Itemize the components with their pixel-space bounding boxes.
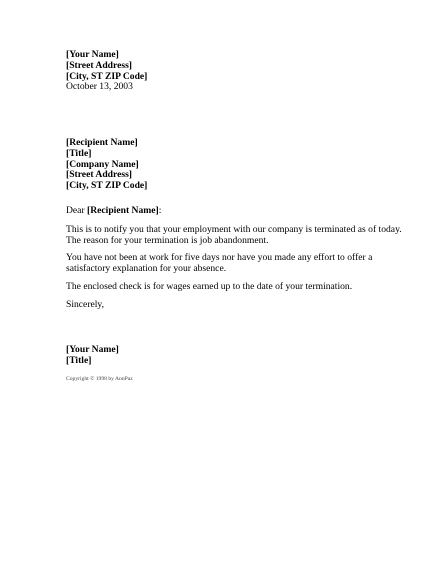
salutation-prefix: Dear	[66, 205, 88, 216]
body-paragraph-3	[66, 282, 352, 293]
signature-name: [Your Name]	[66, 344, 119, 355]
salutation-name: [Recipient Name]	[87, 205, 159, 216]
recipient-name: [Recipient Name]	[66, 137, 138, 148]
sender-street: [Street Address]	[66, 59, 132, 71]
recipient-title: [Title]	[66, 147, 92, 159]
letter-date: October 13, 2003	[66, 81, 133, 93]
paragraph-1-line-1: This is to notify you that your employment with our company is terminated as of today.	[66, 224, 402, 235]
closing	[66, 300, 104, 311]
salutation-suffix: :	[158, 205, 162, 216]
recipient-city: [City, ST ZIP Code]	[66, 180, 148, 192]
signature-title: [Title]	[66, 354, 92, 366]
body-paragraph-2	[66, 253, 372, 275]
paragraph-2-line-2: satisfactory explanation for your absence.	[66, 262, 227, 274]
signature-block	[66, 345, 119, 367]
sender-address-block	[66, 50, 147, 93]
copyright-text: Copyright © 1998 by AnnPaz	[66, 376, 133, 382]
paragraph-1-line-2: The reason for your termination is job abandonment.	[66, 234, 269, 246]
closing-text: Sincerely,	[66, 299, 105, 310]
recipient-street: [Street Address]	[66, 169, 132, 181]
recipient-address-block	[66, 138, 147, 192]
sender-city: [City, ST ZIP Code]	[66, 70, 148, 82]
copyright-notice	[66, 376, 133, 383]
recipient-company: [Company Name]	[66, 158, 139, 170]
sender-name: [Your Name]	[66, 49, 119, 60]
paragraph-3-line-1: The enclosed check is for wages earned up to the date of your termination.	[66, 281, 353, 292]
body-paragraph-1	[66, 225, 402, 247]
paragraph-2-line-1: You have not been at work for five days nor have you made any effort to offer a	[66, 252, 373, 263]
salutation	[66, 206, 161, 217]
